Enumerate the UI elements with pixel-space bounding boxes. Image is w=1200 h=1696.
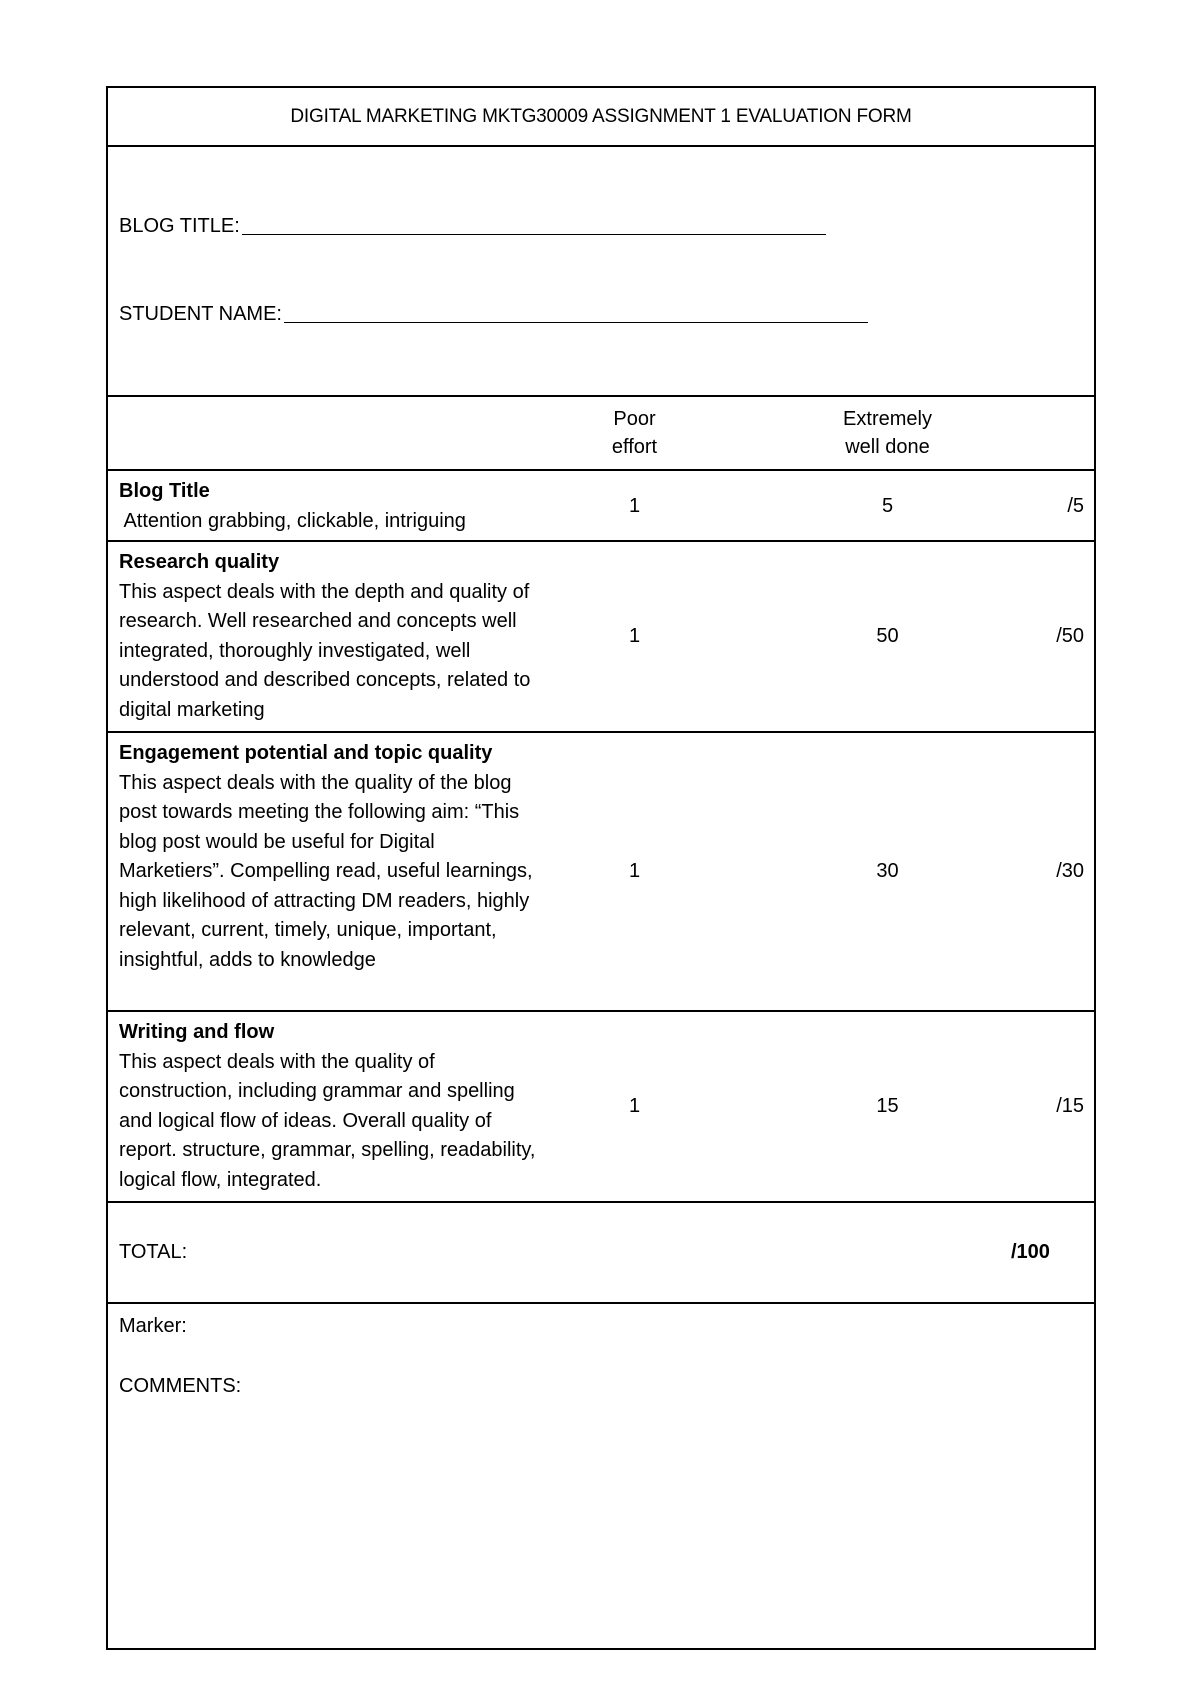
comments-label: COMMENTS: [119, 1375, 242, 1397]
spacer [701, 733, 821, 1010]
student-name-label: STUDENT NAME: [119, 303, 282, 325]
criterion-description-cell [108, 542, 568, 731]
criterion-row-engagement-potential [108, 733, 1094, 1012]
evaluation-form [106, 86, 1096, 1650]
max-score[interactable]: /30 [1056, 859, 1084, 882]
criterion-title: Research quality [119, 551, 280, 573]
blog-title-blank-line[interactable] [242, 233, 826, 235]
student-name-field[interactable] [119, 303, 868, 326]
rubric-header-row [108, 397, 1094, 471]
high-score: 50 [876, 624, 899, 647]
max-score[interactable]: /5 [1067, 494, 1084, 517]
high-score: 5 [881, 494, 894, 517]
spacer-header [701, 397, 821, 469]
criterion-description-cell [108, 471, 568, 542]
spacer [701, 1012, 821, 1201]
total-row [108, 1203, 1094, 1304]
well-done-header: Extremely well done [843, 408, 932, 458]
spacer [701, 542, 821, 731]
criterion-description-cell [108, 1012, 568, 1201]
criterion-row-research-quality [108, 542, 1094, 733]
max-score[interactable]: /50 [1056, 624, 1084, 647]
criterion-description: This aspect deals with the quality of construction, including grammar and spelling and logical flow of ideas. Overall quality of report. structure, grammar, spelling, readability, logical flow, integrated. [119, 1050, 536, 1191]
low-score: 1 [628, 859, 641, 882]
high-score: 15 [876, 1094, 899, 1117]
form-title: DIGITAL MARKETING MKTG30009 ASSIGNMENT 1 EVALUATION FORM [290, 105, 912, 127]
form-title-row [108, 88, 1094, 147]
total-label: TOTAL: [119, 1241, 188, 1263]
blog-title-label: BLOG TITLE: [119, 215, 240, 237]
low-score: 1 [628, 494, 641, 517]
criterion-description: Attention grabbing, clickable, intriguing [119, 509, 466, 532]
criterion-row-writing-and-flow [108, 1012, 1094, 1203]
criterion-description: This aspect deals with the quality of the blog post towards meeting the following aim: “This blog post would be useful for Digital Marketiers”. Compelling read, useful learnings, high likelihood of attracting DM readers, highly relevant, current, timely, unique, important, insightful, adds to knowledge [119, 771, 533, 971]
spacer [701, 471, 821, 542]
comments-section[interactable] [108, 1304, 1094, 1648]
criterion-description: This aspect deals with the depth and quality of research. Well researched and concepts well integrated, thoroughly investigated, well understood and described concepts, related to digital marketing [119, 580, 531, 721]
student-info-section [108, 147, 1094, 397]
max-score[interactable]: /15 [1056, 1094, 1084, 1117]
low-score: 1 [628, 1094, 641, 1117]
criterion-description-cell [108, 733, 568, 1010]
criterion-title: Writing and flow [119, 1021, 275, 1043]
high-score: 30 [876, 859, 899, 882]
total-max-score[interactable]: /100 [1011, 1241, 1050, 1263]
criteria-header-blank [108, 397, 568, 469]
low-score: 1 [628, 624, 641, 647]
max-header-blank [954, 397, 1094, 469]
marker-label: Marker: [119, 1315, 187, 1337]
poor-effort-header: Poor effort [611, 408, 658, 458]
student-name-blank-line[interactable] [284, 321, 868, 323]
criterion-row-blog-title [108, 471, 1094, 542]
criterion-title: Blog Title [119, 480, 210, 502]
criterion-title: Engagement potential and topic quality [119, 742, 493, 764]
blog-title-field[interactable] [119, 215, 826, 238]
